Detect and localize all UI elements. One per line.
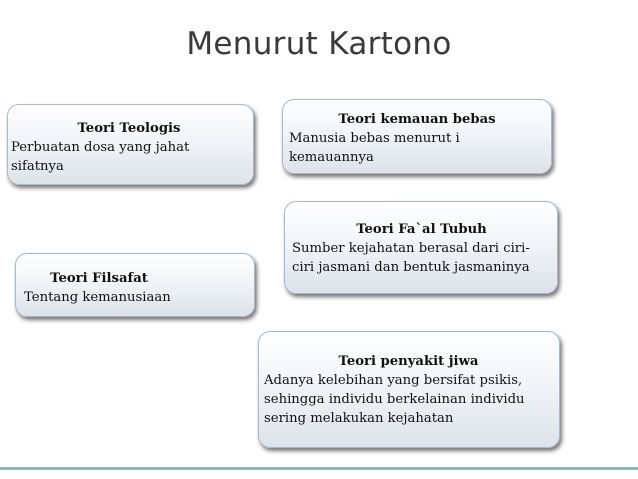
box-teori-teologis	[7, 104, 254, 185]
box-heading: Teori Teologis	[77, 121, 181, 136]
box-text: Perbuatan dosa yang jahat sifatnya	[11, 140, 190, 174]
box-text: Tentang kemanusiaan	[24, 290, 171, 305]
bottom-accent-line	[0, 467, 638, 470]
box-heading: Teori kemauan bebas	[338, 112, 496, 127]
box-heading: Teori penyakit jiwa	[338, 354, 479, 369]
box-teori-penyakit-jiwa	[258, 331, 560, 448]
box-heading: Teori Fa`al Tubuh	[356, 222, 487, 237]
box-heading: Teori Filsafat	[50, 271, 148, 286]
box-text: Adanya kelebihan yang bersifat psikis, sehingga individu berkelainan individu sering melakukan kejahatan	[264, 373, 525, 426]
box-text: Manusia bebas menurut i kemauannya	[289, 131, 460, 165]
box-teori-kemauan-bebas	[282, 99, 552, 174]
box-text: Sumber kejahatan berasal dari ciri-ciri jasmani dan bentuk jasmaninya	[292, 241, 530, 275]
box-teori-filsafat	[15, 253, 255, 317]
slide-title: Menurut Kartono	[186, 26, 452, 62]
box-teori-faal-tubuh	[284, 201, 558, 294]
